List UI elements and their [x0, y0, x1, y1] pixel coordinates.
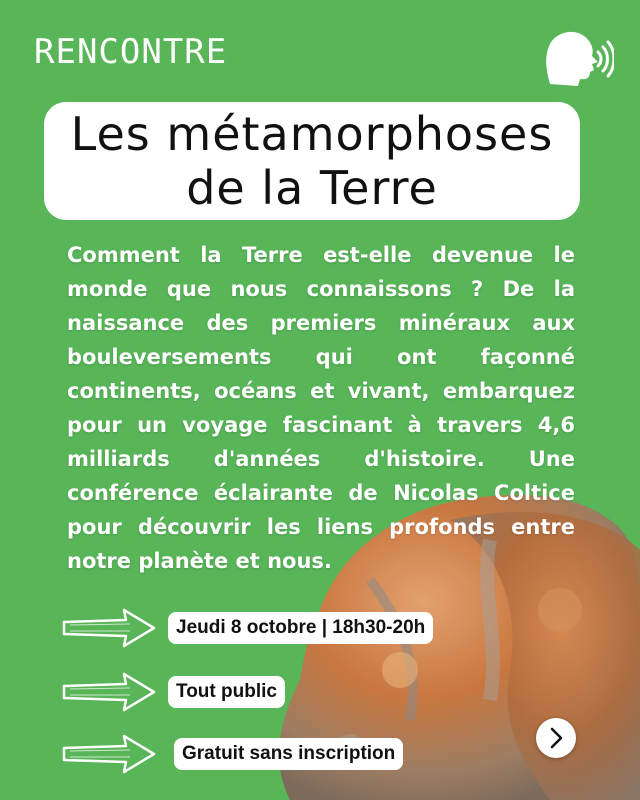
info-audience: [60, 670, 480, 714]
pricing-label: Gratuit sans inscription: [174, 738, 403, 770]
speaking-head-icon: [540, 26, 614, 88]
kicker: RENCONTRE: [34, 32, 228, 72]
chevron-right-icon: [536, 718, 576, 758]
next-button[interactable]: [536, 718, 576, 758]
hand-drawn-arrow-icon: [60, 670, 160, 714]
title-line-2: de la Terre: [186, 161, 438, 215]
info-pricing: [60, 732, 480, 776]
hand-drawn-arrow-icon: [60, 606, 160, 650]
title-line-1: Les métamorphoses: [70, 107, 554, 161]
date-time-label: Jeudi 8 octobre | 18h30-20h: [168, 612, 433, 644]
event-description: Comment la Terre est-elle devenue le monde que nous connaissons ? De la naissance des premiers minéraux aux bouleversements qui ont façonné continents, océans et vivant, embarquez pour un voyage fascinant à travers 4,6 milliards d'années d'histoire. Une conférence éclairante de Nicolas Coltice pour découvrir les liens profonds entre notre planète et nous.: [67, 243, 575, 573]
audience-label: Tout public: [168, 676, 285, 708]
info-date-time: [60, 606, 480, 650]
title-panel: [44, 102, 580, 220]
hand-drawn-arrow-icon: [60, 732, 160, 776]
